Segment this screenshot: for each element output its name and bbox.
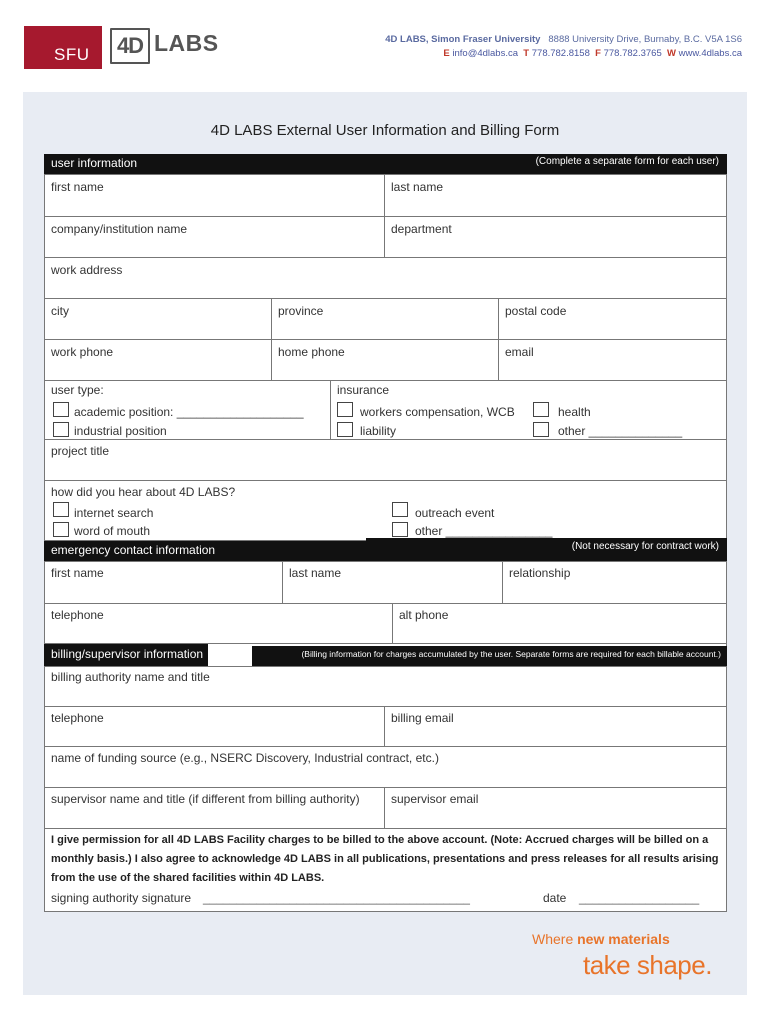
referral-label: how did you hear about 4D LABS? [51,485,236,499]
user-type-section [44,380,331,440]
city-field[interactable] [44,298,272,340]
email-key: E [443,48,450,59]
outreach-checkbox[interactable] [392,502,408,517]
emergency-note: (Not necessary for contract work) [571,541,719,552]
outreach-label: outreach event [415,506,495,520]
first-name-field[interactable] [44,174,385,217]
permission-text: I give permission for all 4D LABS Facility charges to be billed to the above account. (Note: Accrued charges will be billed on a monthly basis.) I also agree to acknowledge 4D LABS in all publications, presentations and press releases for all results arising from the use of the shared facilities within 4D LABS. [51,834,719,884]
billing-telephone-label: telephone [51,711,104,725]
other-insurance-checkbox[interactable] [533,422,549,437]
work-phone-field[interactable] [44,339,272,381]
academic-checkbox[interactable] [53,402,69,417]
user-info-note: (Complete a separate form for each user) [535,156,719,167]
header-fax: 778.782.3765 [603,48,662,59]
internet-search-checkbox[interactable] [53,502,69,517]
supervisor-label: supervisor name and title (if different from billing authority) [51,792,360,806]
user-info-heading: user information [51,156,138,170]
tagline-line1 [532,931,670,947]
last-name-label: last name [391,180,444,194]
work-address-label: work address [51,263,123,277]
city-label: city [51,304,69,318]
industrial-checkbox[interactable] [53,422,69,437]
project-title-label: project title [51,444,110,458]
insurance-label: insurance [337,383,390,397]
referral-section [44,480,727,541]
billing-note-bar [252,646,727,666]
sfu-logo [24,26,102,69]
liability-label: liability [360,424,397,438]
form-title: 4D LABS External User Information and Billing Form [210,122,560,139]
emergency-note-bar [366,538,727,561]
date-line[interactable]: __________________ [579,891,700,905]
home-phone-field[interactable] [271,339,499,381]
billing-bar [44,644,208,666]
supervisor-email-label: supervisor email [391,792,479,806]
user-info-bar [44,154,727,174]
header-address-line [385,34,742,45]
permission-section [44,828,727,912]
insurance-section [330,380,727,440]
wcb-label: workers compensation, WCB [360,405,515,419]
emergency-first-name-field[interactable] [44,561,283,604]
date-label: date [543,891,567,905]
other-source-label: other ________________ [415,524,553,538]
academic-label: academic position: ___________________ [74,405,304,419]
industrial-label: industrial position [74,424,167,438]
billing-authority-field[interactable] [44,666,727,707]
relationship-field[interactable] [502,561,727,604]
work-address-field[interactable] [44,257,727,299]
department-field[interactable] [384,216,727,258]
wcb-checkbox[interactable] [337,402,353,417]
liability-checkbox[interactable] [337,422,353,437]
sfu-logo-text: SFU [54,45,90,64]
emergency-bar [44,541,366,561]
health-checkbox[interactable] [533,402,549,417]
internet-search-label: internet search [74,506,154,520]
billing-email-label: billing email [391,711,454,725]
header-org: 4D LABS, Simon Fraser University [385,34,541,45]
billing-note: (Billing information for charges accumulated by the user. Separate forms are required for each billable account.) [301,649,721,659]
alt-phone-field[interactable] [392,603,727,644]
supervisor-field[interactable] [44,787,385,829]
emergency-heading: emergency contact information [51,543,216,557]
project-title-field[interactable] [44,439,727,481]
signature-line[interactable]: ________________________________________ [203,891,470,905]
signature-label: signing authority signature [51,891,192,905]
company-field[interactable] [44,216,385,258]
user-type-label: user type: [51,383,104,397]
work-phone-label: work phone [51,345,114,359]
header-email[interactable]: info@4dlabs.ca [452,48,519,59]
billing-heading: billing/supervisor information [51,647,204,661]
relationship-label: relationship [509,566,571,580]
funding-source-label: name of funding source (e.g., NSERC Discovery, Industrial contract, etc.) [51,751,439,765]
header-contact-line [443,48,742,59]
word-of-mouth-label: word of mouth [74,524,151,538]
header-address: 8888 University Drive, Burnaby, B.C. V5A 1S6 [548,34,742,45]
web-key: W [667,48,676,59]
emergency-last-name-field[interactable] [282,561,503,604]
4dlabs-logo-box: 4D [110,28,150,64]
health-label: health [558,405,591,419]
4dlabs-logo-text: LABS [154,30,219,56]
emergency-telephone-label: telephone [51,608,104,622]
home-phone-label: home phone [278,345,345,359]
billing-telephone-field[interactable] [44,706,385,747]
word-of-mouth-checkbox[interactable] [53,522,69,537]
email-field[interactable] [498,339,727,381]
emergency-first-name-label: first name [51,566,104,580]
billing-authority-label: billing authority name and title [51,670,210,684]
company-label: company/institution name [51,222,188,236]
fax-key: F [595,48,601,59]
billing-email-field[interactable] [384,706,727,747]
supervisor-email-field[interactable] [384,787,727,829]
header-phone: 778.782.8158 [531,48,590,59]
funding-source-field[interactable] [44,746,727,788]
tagline-new-materials: new materials [577,931,670,947]
province-field[interactable] [271,298,499,340]
first-name-label: first name [51,180,104,194]
postal-code-label: postal code [505,304,567,318]
alt-phone-label: alt phone [399,608,449,622]
emergency-last-name-label: last name [289,566,342,580]
email-label: email [505,345,534,359]
postal-code-field[interactable] [498,298,727,340]
department-label: department [391,222,452,236]
header-web[interactable]: www.4dlabs.ca [678,48,742,59]
phone-key: T [523,48,530,59]
emergency-telephone-field[interactable] [44,603,393,644]
province-label: province [278,304,324,318]
last-name-field[interactable] [384,174,727,217]
tagline-take-shape: take shape. [583,950,712,980]
other-insurance-label: other ______________ [558,424,683,438]
other-source-checkbox[interactable] [392,522,408,537]
tagline-where: Where [532,931,574,947]
